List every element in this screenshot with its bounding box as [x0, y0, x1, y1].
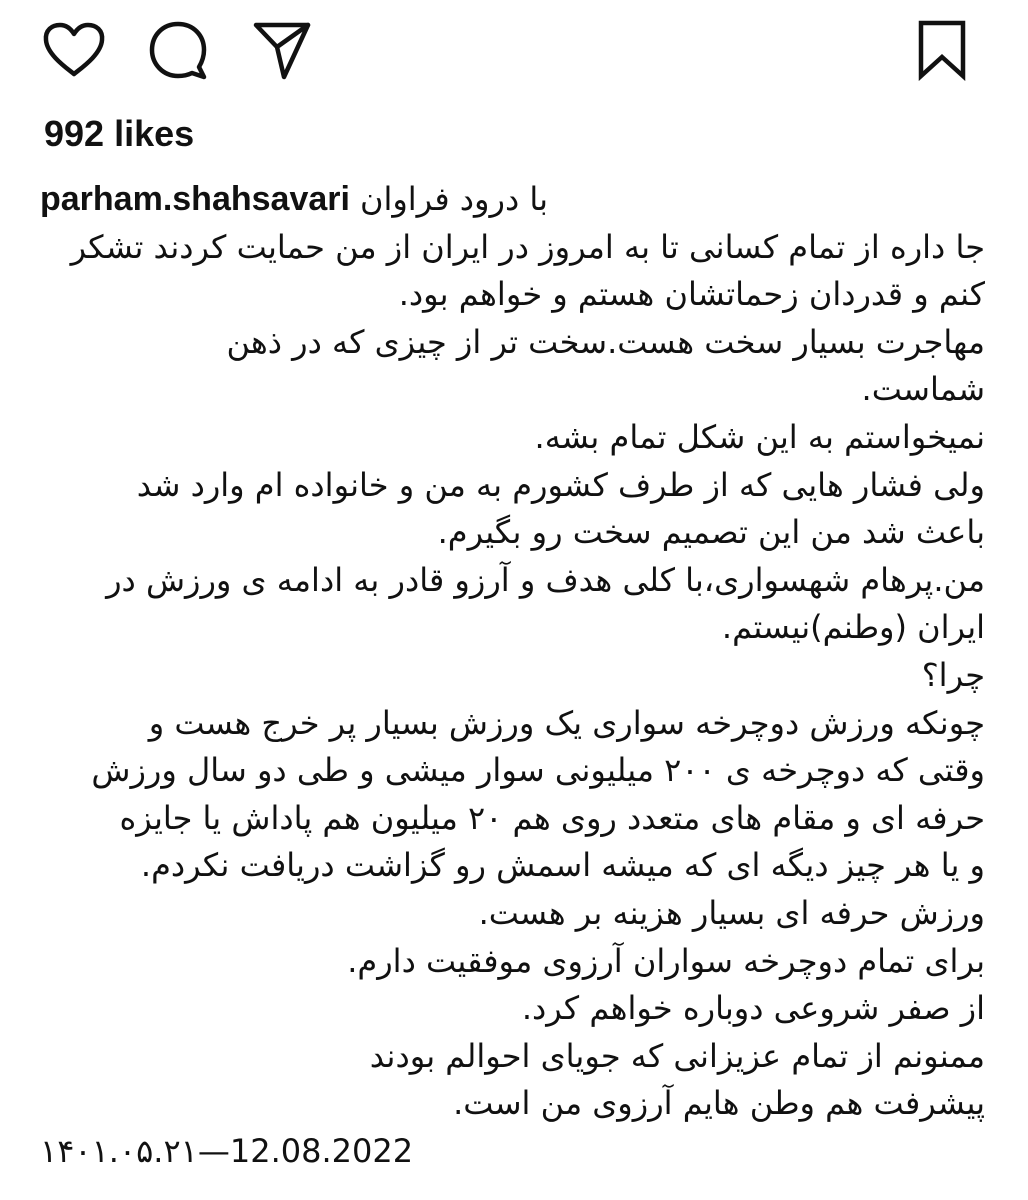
caption-line: شماست.: [861, 370, 985, 409]
likes-count[interactable]: 992 likes: [44, 113, 195, 154]
caption-line: ولی فشار هایی که از طرف کشورم به من و خانواده ام وارد شد: [136, 465, 985, 504]
post-action-bar: [38, 14, 978, 84]
heart-icon: [42, 22, 106, 78]
save-button[interactable]: [906, 14, 978, 86]
post-timestamp: ۱۴۰۱.۰۵.۲۱—12.08.2022: [40, 1131, 414, 1170]
caption-line: حرفه ای و مقام های متعدد روی هم ۲۰ میلیون هم پاداش یا جایزه: [119, 798, 985, 837]
caption-line: ورزش حرفه ای بسیار هزینه بر هست.: [478, 893, 985, 932]
caption-line: چرا؟: [921, 655, 985, 694]
caption-line: جا داره از تمام کسانی تا به امروز در ایران از من حمایت کردند تشکر: [70, 227, 985, 266]
caption-greeting: با درود فراوان: [359, 180, 549, 218]
caption-line: ممنونم از تمام عزیزانی که جویای احوالم بودند: [369, 1036, 985, 1075]
caption-line: ایران (وطنم)نیستم.: [721, 608, 985, 647]
caption-line: و یا هر چیز دیگه ای که میشه اسمش رو گزاشت دریافت نکردم.: [140, 846, 985, 885]
caption-line: برای تمام دوچرخه سواران آرزوی موفقیت دارم.: [347, 941, 985, 980]
caption-line: من.پرهام شهسواری،با کلی هدف و آرزو قادر به ادامه ی ورزش در: [106, 560, 985, 599]
comment-button[interactable]: [142, 14, 214, 86]
caption-line: چونکه ورزش دوچرخه سواری یک ورزش بسیار پر خرج هست و: [148, 703, 985, 742]
comment-icon: [147, 19, 209, 81]
caption-line: وقتی که دوچرخه ی ۲۰۰ میلیونی سوار میشی و طی دو سال ورزش: [91, 751, 985, 790]
caption-line: پیشرفت هم وطن هایم آرزوی من است.: [453, 1084, 985, 1123]
like-button[interactable]: [38, 14, 110, 86]
caption-header: [40, 176, 985, 224]
post-caption: [40, 176, 985, 1175]
caption-line: مهاجرت بسیار سخت هست.سخت تر از چیزی که در ذهن: [226, 322, 985, 361]
share-button[interactable]: [246, 14, 318, 86]
caption-line: کنم و قدردان زحماتشان هستم و خواهم بود.: [398, 275, 985, 314]
send-icon: [252, 19, 312, 81]
caption-line: باعث شد من این تصمیم سخت رو بگیرم.: [437, 513, 985, 552]
caption-line: نمیخواستم به این شکل تمام بشه.: [534, 417, 985, 456]
username-link[interactable]: parham.shahsavari: [40, 180, 350, 218]
bookmark-icon: [916, 19, 968, 81]
caption-line: از صفر شروعی دوباره خواهم کرد.: [521, 989, 985, 1028]
